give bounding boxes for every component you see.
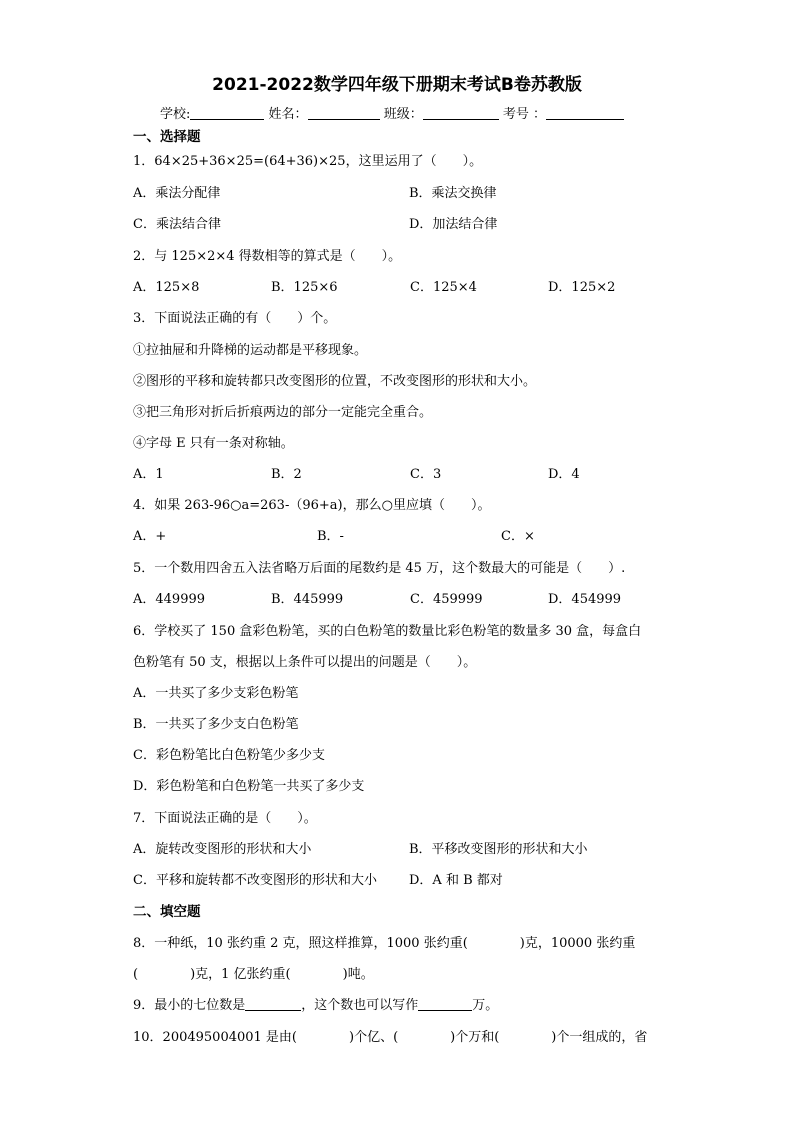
q7-option-d[interactable]: D．A 和 B 都对	[409, 873, 503, 888]
student-info-row	[160, 103, 624, 122]
exam-title: 2021-2022数学四年级下册期末考试B卷苏教版	[212, 75, 582, 95]
q2-option-c[interactable]: C．125×4	[410, 280, 477, 295]
q5-option-c[interactable]: C．459999	[410, 592, 483, 607]
q3-option-a[interactable]: A．1	[133, 467, 164, 482]
q5-option-b[interactable]: B．445999	[271, 592, 344, 607]
class-label: 班级：	[383, 107, 423, 122]
section-choice-heading: 一、选择题	[133, 129, 201, 145]
q3-statement-3: ③把三角形对折后折痕两边的部分一定能完全重合。	[133, 405, 433, 420]
q4-option-b[interactable]: B．-	[317, 529, 344, 544]
school-blank[interactable]	[190, 105, 264, 120]
q4-stem: 4．如果 263-96○a=263-（96+a)，那么○里应填（ ）。	[133, 498, 491, 513]
q2-option-d[interactable]: D．125×2	[548, 280, 616, 295]
q3-option-c[interactable]: C．3	[410, 467, 442, 482]
q9-answer-blank-1[interactable]	[245, 997, 301, 1011]
q6-option-d[interactable]: D．彩色粉笔和白色粉笔一共买了多少支	[133, 779, 365, 794]
class-blank[interactable]	[423, 105, 499, 120]
q4-option-a[interactable]: A．+	[133, 529, 167, 544]
q3-option-b[interactable]: B．2	[271, 467, 302, 482]
q7-option-c[interactable]: C．平移和旋转都不改变图形的形状和大小	[133, 873, 377, 888]
q3-statement-1: ①拉抽屉和升降梯的运动都是平移现象。	[133, 343, 368, 358]
q1-stem: 1．64×25+36×25=(64+36)×25，这里运用了（ ）。	[133, 154, 483, 169]
name-label: 姓名：	[268, 107, 308, 122]
q6-stem-line-2: 色粉笔有 50 支，根据以上条件可以提出的问题是（ ）。	[133, 655, 477, 670]
section-fill-heading: 二、填空题	[133, 904, 201, 920]
school-label: 学校:	[160, 107, 191, 122]
q7-stem: 7．下面说法正确的是（ ）。	[133, 811, 317, 826]
q6-option-a[interactable]: A．一共买了多少支彩色粉笔	[133, 686, 299, 701]
name-blank[interactable]	[308, 105, 380, 120]
q3-statement-2: ②图形的平移和旋转都只改变图形的位置，不改变图形的形状和大小。	[133, 374, 537, 389]
q6-stem-line-1: 6．学校买了 150 盒彩色粉笔，买的白色粉笔的数量比彩色粉笔的数量多 30 盒，每盒白	[133, 624, 642, 639]
q4-option-c[interactable]: C．×	[501, 529, 535, 544]
q8-line-2: ( )克，1 亿张约重( )吨。	[133, 967, 374, 982]
q2-option-a[interactable]: A．125×8	[133, 280, 200, 295]
q3-stem: 3．下面说法正确的有（ ）个。	[133, 311, 337, 326]
q5-option-d[interactable]: D．454999	[548, 592, 622, 607]
q9-line	[133, 994, 498, 1013]
q1-option-c[interactable]: C．乘法结合律	[133, 217, 221, 232]
q1-option-d[interactable]: D．加法结合律	[409, 217, 498, 232]
q3-option-d[interactable]: D．4	[548, 467, 580, 482]
q1-option-a[interactable]: A．乘法分配律	[133, 186, 221, 201]
q5-option-a[interactable]: A．449999	[133, 592, 206, 607]
q9-text-3: 万。	[472, 998, 499, 1013]
q9-text-2: ，这个数也可以写作	[301, 998, 419, 1013]
exam-no-blank[interactable]	[546, 105, 624, 120]
q8-line-1: 8．一种纸，10 张约重 2 克，照这样推算，1000 张约重( )克，10000 张约重	[133, 936, 636, 951]
q2-option-b[interactable]: B．125×6	[271, 280, 338, 295]
q10-line-1: 10．200495004001 是由( )个亿、( )个万和( )个一组成的，省	[133, 1030, 648, 1045]
q3-statement-4: ④字母 E 只有一条对称轴。	[133, 436, 294, 451]
q5-stem: 5．一个数用四舍五入法省略万后面的尾数约是 45 万，这个数最大的可能是（ ）.	[133, 561, 626, 576]
q6-option-b[interactable]: B．一共买了多少支白色粉笔	[133, 717, 299, 732]
q9-text-1: 9．最小的七位数是	[133, 998, 246, 1013]
q2-stem: 2．与 125×2×4 得数相等的算式是（ ）。	[133, 249, 402, 264]
q6-option-c[interactable]: C．彩色粉笔比白色粉笔少多少支	[133, 748, 325, 763]
q7-option-a[interactable]: A．旋转改变图形的形状和大小	[133, 842, 312, 857]
exam-no-label: 考号 ：	[502, 107, 546, 122]
q1-option-b[interactable]: B．乘法交换律	[409, 186, 497, 201]
q9-answer-blank-2[interactable]	[418, 997, 472, 1011]
q7-option-b[interactable]: B．平移改变图形的形状和大小	[409, 842, 588, 857]
